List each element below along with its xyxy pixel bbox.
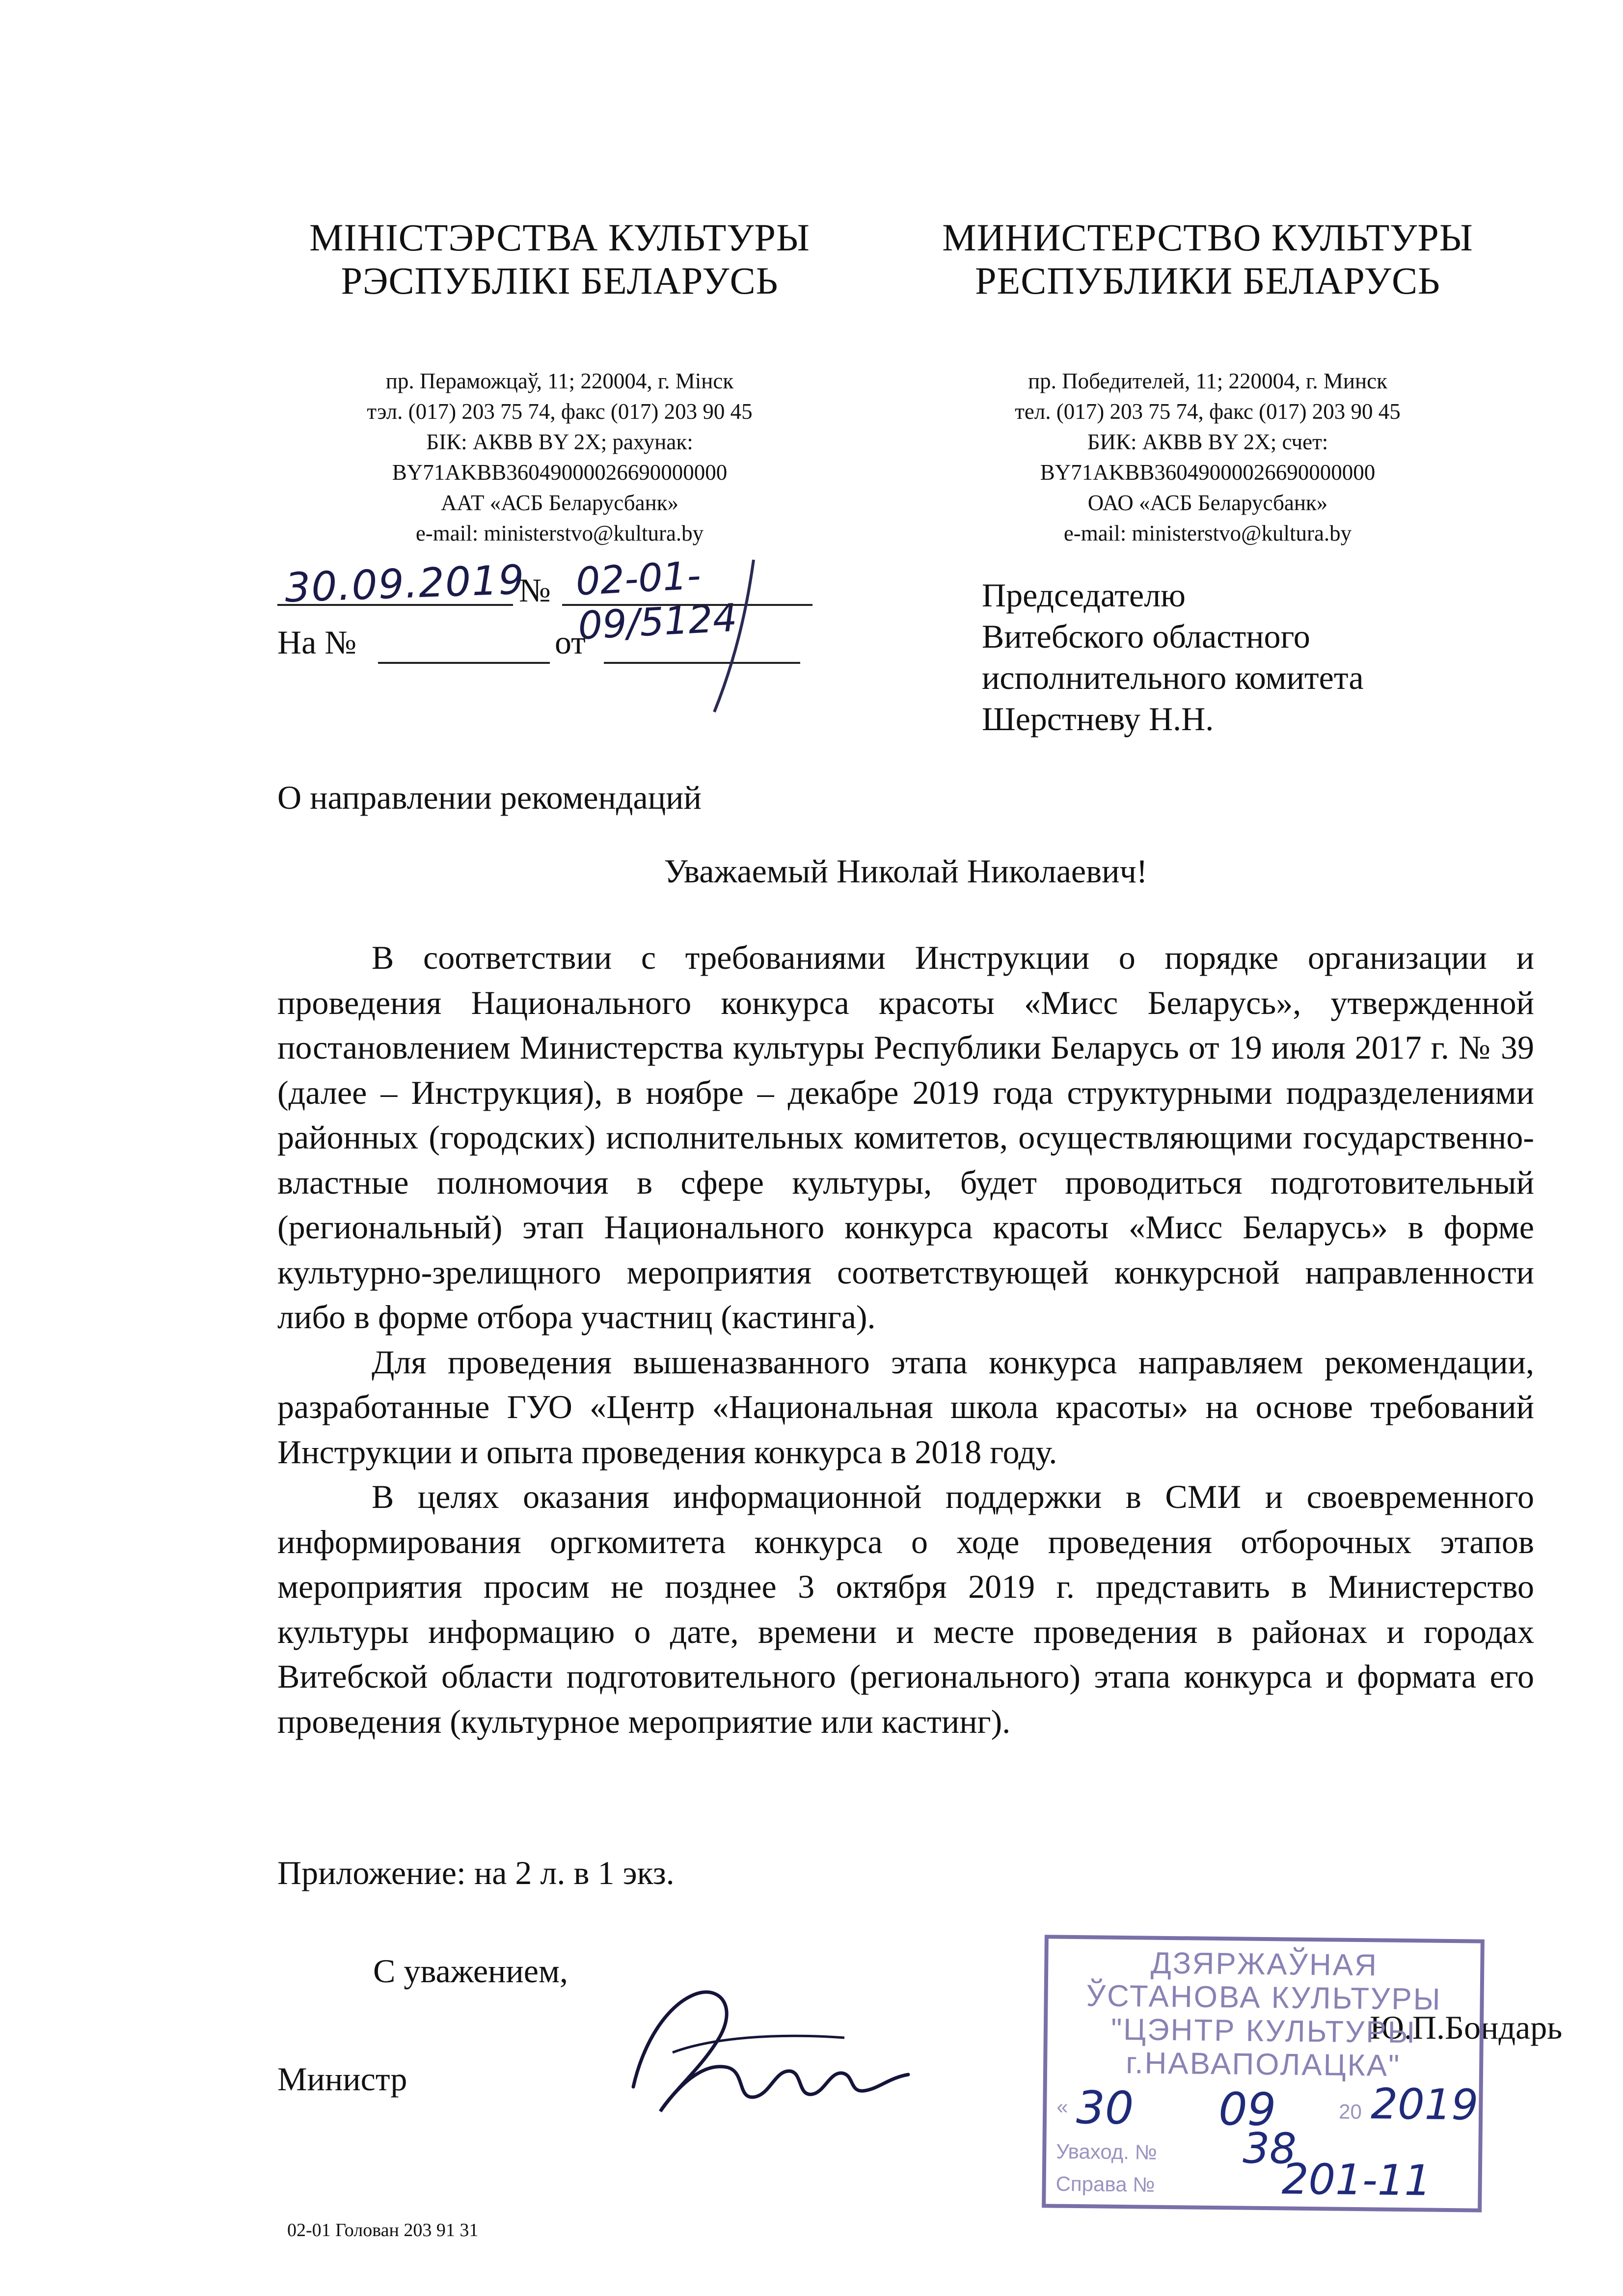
left-bank-name: ААТ «АСБ Беларусбанк» <box>440 491 679 515</box>
stamp-line4: г.НАВАПОЛАЦКА" <box>1125 2046 1401 2083</box>
executor-note: 02-01 Голован 203 91 31 <box>287 2220 479 2241</box>
date-underline <box>277 604 513 606</box>
reply-number-line <box>378 662 550 664</box>
pen-stroke-mark <box>707 555 766 717</box>
stamp-case-row <box>1055 2155 1468 2206</box>
left-email: e-mail: ministerstvo@kultura.by <box>415 521 704 546</box>
right-org-title <box>889 216 1527 302</box>
stamp-case-number: 201-11 <box>1281 2155 1432 2206</box>
left-org-title-line1: МІНІСТЭРСТВА КУЛЬТУРЫ <box>309 216 810 259</box>
registration-stamp <box>1042 1935 1485 2212</box>
recipient-line2: Витебского областного <box>982 618 1310 655</box>
stamp-case-label: Справа № <box>1055 2172 1155 2196</box>
right-org-title-line2: РЕСПУБЛИКИ БЕЛАРУСЬ <box>975 259 1440 302</box>
left-org-details <box>265 366 854 548</box>
from-date-line <box>604 662 800 664</box>
right-bank-name: ОАО «АСБ Беларусбанк» <box>1087 491 1328 515</box>
recipient-line1: Председателю <box>982 576 1186 614</box>
stamp-line3: "ЦЭНТР КУЛЬТУРЫ <box>1110 2012 1416 2050</box>
right-bank-code: БИК: АКВВ BY 2X; счет: <box>1087 430 1328 454</box>
reference-number: 02-01-09/5124 <box>574 553 738 649</box>
number-underline <box>562 604 812 606</box>
stamp-date-open: « <box>1056 2095 1068 2118</box>
signatory-name: Ю.П.Бондарь <box>1370 2009 1563 2046</box>
stamp-incoming-label: Уваход. № <box>1056 2139 1157 2164</box>
stamp-date-year-prefix: 20 <box>1338 2100 1362 2124</box>
reply-to-label: На № <box>277 624 357 661</box>
recipient-line4: Шерстневу Н.Н. <box>982 700 1214 738</box>
stamp-line1: ДЗЯРЖАЎНАЯ <box>1150 1946 1379 1983</box>
body-paragraph-3: В целях оказания информационной поддержки в СМИ и своевременного информирования оргкомитета конкурса о ходе проведения отборочных этапов мероприятия просим не позднее 3 октября 2019 г. представить в Министерство культуры информацию о дате, времени и месте проведения в районах и городах Витебской области подготовительного (регионального) этапа конкурса и формата его проведения (культурное мероприятие или кастинг). <box>277 1478 1534 1740</box>
signatory-position: Министр <box>277 2060 407 2098</box>
handwritten-signature <box>614 1964 918 2126</box>
body-paragraph-1: В соответствии с требованиями Инструкции о порядке организации и проведения Национального конкурса красоты «Мисс Беларусь», утвержденной постановлением Министерства культуры Республики Беларусь от 19 июля 2017 г. № 39 (далее – Инструкция), в ноябре – декабре 2019 года структурными подразделениями районных (городских) исполнительных комитетов, осуществляющими государственно-властные полномочия в сфере культуры, будет проводиться подготовительный (региональный) этап Национального конкурса красоты «Мисс Беларусь» в форме культурно-зрелищного мероприятия соответствующей конкурсной направленности либо в форме отбора участниц (кастинга). <box>277 939 1534 1336</box>
number-label: № <box>519 572 551 609</box>
right-address: пр. Победителей, 11; 220004, г. Минск <box>1028 369 1387 393</box>
reference-date: 30.09.2019 <box>284 556 526 612</box>
attachment-note: Приложение: на 2 л. в 1 экз. <box>277 1854 675 1891</box>
recipient-line3: исполнительного комитета <box>982 659 1364 696</box>
stamp-date-year: 2019 <box>1370 2079 1479 2130</box>
recipient-block <box>982 574 1364 739</box>
stamp-incoming-number: 38 <box>1242 2124 1297 2174</box>
stamp-date-day: 30 <box>1076 2081 1134 2135</box>
right-phone: тел. (017) 203 75 74, факс (017) 203 90 45 <box>1015 399 1401 424</box>
right-org-title-line1: МИНИСТЕРСТВО КУЛЬТУРЫ <box>942 216 1473 259</box>
letter-subject: О направлении рекомендаций <box>277 779 702 816</box>
closing-phrase: С уважением, <box>373 1952 568 1990</box>
left-org-title <box>241 216 879 302</box>
letter-body <box>277 935 1534 1744</box>
left-account: BY71AKBB36049000026690000000 <box>392 460 728 485</box>
stamp-date-month: 09 <box>1218 2083 1276 2136</box>
right-org-details <box>913 366 1502 548</box>
left-phone: тэл. (017) 203 75 74, факс (017) 203 90 45 <box>367 399 753 424</box>
left-org-title-line2: РЭСПУБЛІКІ БЕЛАРУСЬ <box>341 259 779 302</box>
left-bank-code: БІК: АКВВ BY 2X; рахунак: <box>426 430 693 454</box>
left-address: пр. Пераможцаў, 11; 220004, г. Мінск <box>385 369 734 393</box>
from-label: от <box>555 624 586 661</box>
salutation: Уважаемый Николай Николаевич! <box>664 852 1148 890</box>
body-paragraph-2: Для проведения вышеназванного этапа конкурса направляем рекомендации, разработанные ГУО «Центр «Национальная школа красоты» на основе требований Инструкции и опыта проведения конкурса в 2018 году. <box>277 1343 1534 1471</box>
right-account: BY71AKBB36049000026690000000 <box>1040 460 1376 485</box>
right-email: e-mail: ministerstvo@kultura.by <box>1063 521 1352 546</box>
stamp-line2: ЎСТАНОВА КУЛЬТУРЫ <box>1086 1979 1442 2017</box>
